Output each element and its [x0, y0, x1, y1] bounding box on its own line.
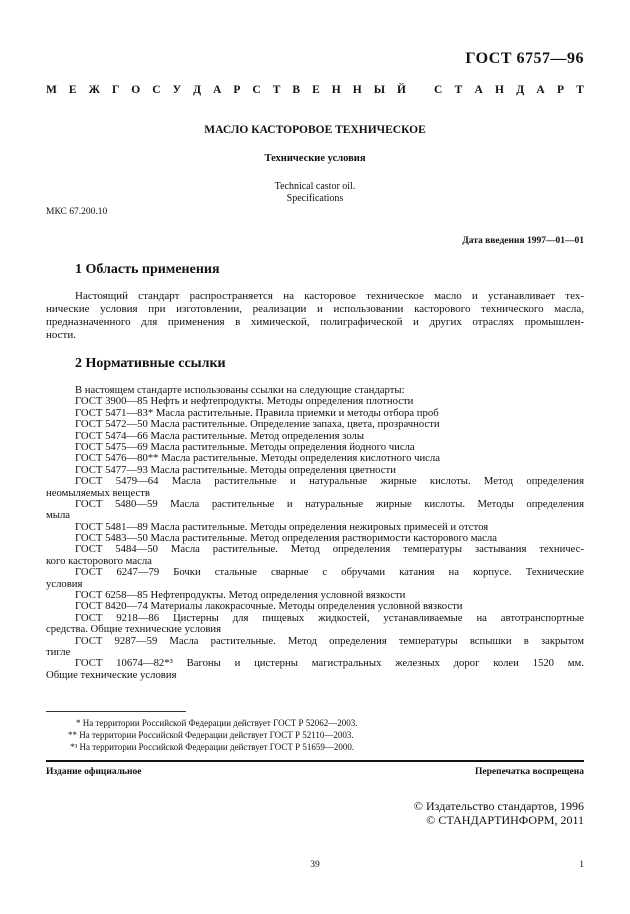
reference-line-cont: Общие технические условия	[46, 669, 177, 681]
mks-code: МКС 67.200.10	[46, 207, 108, 217]
banner-letter: Г	[111, 84, 120, 96]
english-title-line: Specifications	[286, 193, 344, 204]
text-line: В настоящем стандарте использованы ссылки на следующие стандарты:	[75, 385, 405, 396]
reference-line: ГОСТ 5475—69 Масла растительные. Методы определения йодного числа	[75, 441, 415, 453]
reference-line: ГОСТ 5480—59 Масла растительные и натуральные жирные кислоты. Методы определения	[75, 498, 584, 510]
reference-line: ГОСТ 6247—79 Бочки стальные сварные с обручами катания на корпусе. Технические	[75, 567, 584, 579]
banner-letter: Н	[495, 84, 504, 96]
banner-letter: Т	[272, 84, 281, 96]
text-line: нические условия при изготовлении, реализации и использовании касторового технического масла,	[46, 303, 584, 315]
banner-letter: Ж	[88, 84, 100, 96]
english-title-line: Technical castor oil.	[274, 181, 356, 192]
reference-line-cont: тигле	[46, 646, 71, 658]
section1-heading: 1 Область применения	[75, 262, 220, 277]
banner-letter: Н	[331, 84, 341, 96]
copyright-line: © Издательство стандартов, 1996	[413, 799, 584, 813]
page-number: 39	[310, 860, 320, 870]
reference-line-cont: кого касторового масла	[46, 555, 152, 567]
banner-letter: А	[474, 84, 483, 96]
reference-line: ГОСТ 5472—50 Масла растительные. Определение запаха, цвета, прозрачности	[75, 419, 440, 431]
edition-label: Издание официальное	[46, 767, 142, 777]
reference-line: ГОСТ 6258—85 Нефтепродукты. Метод определения условной вязкости	[75, 590, 406, 602]
banner-letter: А	[213, 84, 222, 96]
banner-letter: Д	[516, 84, 525, 96]
footnote: * На территории Российской Федерации действует ГОСТ Р 52062—2003.	[76, 718, 358, 728]
reprint-notice: Перепечатка воспрещена	[474, 767, 584, 777]
interstate-standard-banner	[46, 84, 584, 96]
reference-line-cont: условия	[46, 578, 83, 590]
document-subtitle: Технические условия	[264, 153, 366, 164]
section1-body	[46, 290, 584, 342]
reference-line: ГОСТ 5477—93 Масла растительные. Методы определения цветности	[75, 464, 396, 476]
banner-letter: Й	[397, 84, 406, 96]
banner-letter: У	[172, 84, 182, 96]
banner-letter: О	[131, 84, 141, 96]
section2-heading: 2 Нормативные ссылки	[75, 356, 226, 371]
reference-line: ГОСТ 10674—82*³ Вагоны и цистерны магистральных железных дорог колеи 1520 мм.	[75, 658, 584, 670]
reference-line: ГОСТ 3900—85 Нефть и нефтепродукты. Методы определения плотности	[75, 396, 414, 408]
footnote: *³ На территории Российской Федерации действует ГОСТ Р 51659—2000.	[70, 742, 355, 752]
reference-line: ГОСТ 5476—80** Масла растительные. Методы определения кислотного числа	[75, 453, 440, 465]
document-title: МАСЛО КАСТОРОВОЕ ТЕХНИЧЕСКОЕ	[204, 124, 426, 136]
reference-line: ГОСТ 9287—59 Масла растительные. Метод определения температуры вспышки в закрытом	[75, 635, 584, 647]
reference-line: ГОСТ 9218—86 Цистерны для пищевых жидкостей, устанавливаемые на автотранспортные	[75, 612, 584, 624]
sheet-number: 1	[579, 860, 584, 870]
text-line: Настоящий стандарт распространяется на касторовое техническое масло и устанавливает тех-	[75, 290, 584, 302]
gost-number: ГОСТ 6757—96	[465, 50, 584, 67]
reference-line: ГОСТ 5479—64 Масла растительные и натуральные жирные кислоты. Метод определения	[75, 476, 584, 488]
banner-letter: Н	[352, 84, 362, 96]
banner-letter: Р	[556, 84, 565, 96]
banner-letter: С	[152, 84, 161, 96]
footnote-divider	[46, 711, 186, 712]
reference-line-cont: неомыляемых веществ	[46, 487, 150, 499]
banner-letter: Т	[576, 84, 584, 96]
text-line: предназначенного для применения в химической, полиграфической и других отраслях промышлен-	[46, 316, 584, 328]
banner-letter: С	[252, 84, 261, 96]
reference-line-cont: средства. Общие технические условия	[46, 624, 222, 636]
banner-letter: А	[536, 84, 545, 96]
references-list	[46, 385, 584, 681]
reference-line: ГОСТ 5474—66 Масла растительные. Метод определения золы	[75, 430, 365, 442]
text-line: ности.	[46, 329, 76, 341]
banner-letter: Д	[193, 84, 201, 96]
banner-letter: С	[434, 84, 443, 96]
banner-letter: В	[292, 84, 301, 96]
banner-letter: Е	[312, 84, 320, 96]
reference-line: ГОСТ 5483—50 Масла растительные. Метод определения растворимости касторового масла	[75, 533, 497, 545]
banner-letter: Р	[233, 84, 241, 96]
reference-line: ГОСТ 5471—83* Масла растительные. Правила приемки и методы отбора проб	[75, 407, 439, 419]
banner-letter: Е	[68, 84, 77, 96]
reference-line: ГОСТ 5484—50 Масла растительные. Метод определения температуры застывания техничес-	[75, 544, 584, 556]
standard-word	[434, 84, 584, 96]
copyright-line: © СТАНДАРТИНФОРМ, 2011	[426, 813, 584, 827]
reference-line-cont: мыла	[46, 510, 71, 522]
footnotes	[60, 717, 357, 753]
footer-divider	[46, 760, 584, 762]
banner-letter: Т	[454, 84, 463, 96]
banner-letter: М	[46, 84, 57, 96]
banner-letter: Ы	[373, 84, 385, 96]
reference-line: ГОСТ 8420—74 Материалы лакокрасочные. Методы определения условной вязкости	[75, 601, 463, 613]
reference-line: ГОСТ 5481—89 Масла растительные. Методы определения нежировых примесей и отстоя	[75, 521, 489, 533]
interstate-word	[46, 84, 406, 96]
introduction-date: Дата введения 1997—01—01	[462, 236, 584, 246]
footnote: ** На территории Российской Федерации действует ГОСТ Р 52110—2003.	[68, 730, 354, 740]
